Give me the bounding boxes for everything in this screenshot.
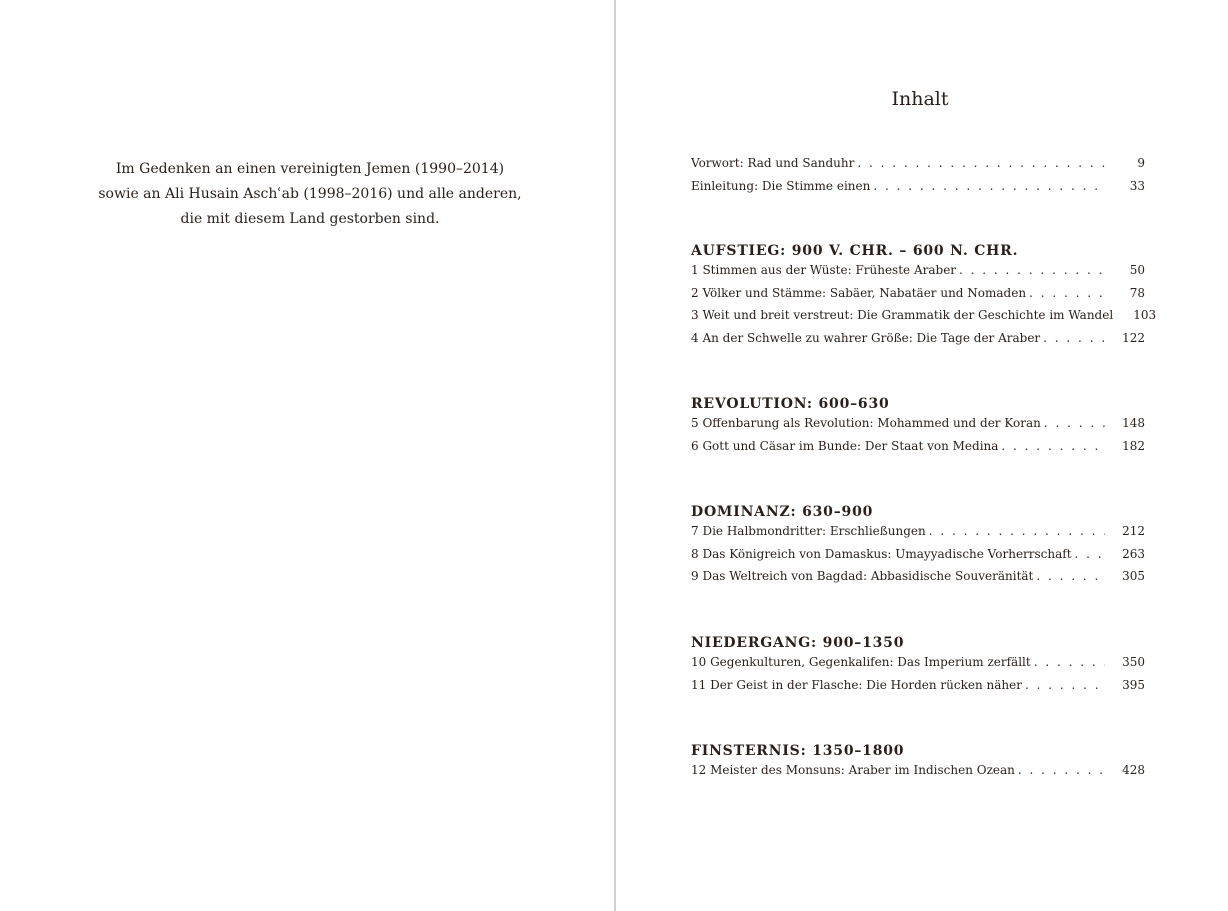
toc-entry[interactable]	[691, 156, 1145, 179]
dedication-line: Im Gedenken an einen vereinigten Jemen (1990–2014)	[115, 161, 505, 177]
toc-part	[691, 501, 1145, 592]
toc-entry[interactable]	[691, 179, 1145, 202]
toc-entry[interactable]	[691, 286, 1145, 309]
toc-entry[interactable]	[691, 308, 1157, 331]
leader-dots	[1075, 547, 1105, 561]
toc-entry-page: 428	[1122, 763, 1145, 777]
toc-entry-label: 3 Weit und breit verstreut: Die Grammatik der Geschichte im Wandel	[691, 308, 1114, 322]
leader-dots	[1036, 569, 1105, 583]
toc-entry-label: 12 Meister des Monsuns: Araber im Indischen Ozean	[691, 763, 1015, 777]
leader-dots	[1029, 286, 1105, 300]
toc-entry-page: 148	[1122, 416, 1145, 430]
toc-part	[691, 393, 1145, 461]
toc-entry-label: 9 Das Weltreich von Bagdad: Abbasidische Souveränität	[691, 569, 1034, 583]
leader-dots	[857, 156, 1105, 170]
toc-intro	[691, 156, 1145, 201]
toc-entry-page: 103	[1133, 308, 1157, 322]
toc-entry[interactable]	[691, 416, 1145, 439]
toc-entry-label: Einleitung: Die Stimme einen	[691, 178, 871, 193]
leader-dots	[1044, 416, 1105, 430]
toc-entry-label: Vorwort: Rad und Sanduhr	[691, 156, 855, 170]
toc-entry[interactable]	[691, 569, 1145, 592]
toc-entry-page: 395	[1122, 677, 1145, 692]
toc-entry[interactable]	[691, 524, 1145, 547]
right-page	[616, 0, 1228, 911]
toc-entry-page: 350	[1122, 655, 1145, 669]
toc-entry[interactable]	[691, 678, 1145, 701]
toc-entry[interactable]	[691, 263, 1145, 286]
toc-entry-label: 5 Offenbarung als Revolution: Mohammed und der Koran	[691, 416, 1041, 430]
leader-dots	[1025, 678, 1105, 692]
toc-entry-page: 182	[1122, 438, 1145, 453]
toc-entry-page: 212	[1122, 524, 1145, 538]
toc-entry[interactable]	[691, 439, 1145, 462]
leader-dots	[1034, 655, 1105, 669]
toc-title: Inhalt	[891, 88, 949, 110]
toc-entry[interactable]	[691, 763, 1145, 786]
toc-entry-label: 6 Gott und Cäsar im Bunde: Der Staat von Medina	[691, 438, 999, 453]
toc-entry-label: 2 Völker und Stämme: Sabäer, Nabatäer und Nomaden	[691, 285, 1027, 300]
toc-part-heading: REVOLUTION: 600–630	[691, 396, 890, 412]
toc-entry-label: 8 Das Königreich von Damaskus: Umayyadische Vorherrschaft	[691, 546, 1072, 561]
toc-entry-page: 33	[1129, 178, 1145, 193]
toc-entry-page: 122	[1122, 330, 1145, 345]
dedication-line: die mit diesem Land gestorben sind.	[180, 211, 440, 227]
toc-entry[interactable]	[691, 655, 1145, 678]
toc-entry-label: 7 Die Halbmondritter: Erschließungen	[691, 524, 926, 538]
dedication-line: sowie an Ali Husain Aschʿab (1998–2016) und alle anderen,	[98, 186, 522, 202]
toc-part-heading: AUFSTIEG: 900 V. CHR. – 600 N. CHR.	[691, 243, 1019, 259]
leader-dots	[959, 263, 1105, 277]
toc-entry-page: 50	[1129, 263, 1145, 277]
leader-dots	[929, 524, 1105, 538]
toc-part-heading: DOMINANZ: 630–900	[691, 504, 874, 520]
toc-entry-page: 263	[1122, 546, 1145, 561]
leader-dots	[873, 179, 1105, 193]
toc-entry[interactable]	[691, 331, 1145, 354]
leader-dots	[1043, 331, 1105, 345]
toc-entry-page: 305	[1122, 569, 1145, 583]
toc-part	[691, 740, 1145, 786]
dedication	[0, 157, 620, 232]
leader-dots	[1018, 763, 1105, 777]
toc-entry-label: 10 Gegenkulturen, Gegenkalifen: Das Imperium zerfällt	[691, 655, 1031, 669]
toc-part-heading: NIEDERGANG: 900–1350	[691, 635, 905, 651]
toc-entry-label: 11 Der Geist in der Flasche: Die Horden rücken näher	[691, 677, 1022, 692]
toc-part	[691, 240, 1157, 353]
toc-entry-page: 9	[1137, 156, 1145, 170]
toc-entry-label: 4 An der Schwelle zu wahrer Größe: Die Tage der Araber	[691, 330, 1041, 345]
toc-part-heading: FINSTERNIS: 1350–1800	[691, 743, 905, 759]
toc-entry-page: 78	[1129, 285, 1145, 300]
toc-entry[interactable]	[691, 547, 1145, 570]
toc-entry-label: 1 Stimmen aus der Wüste: Früheste Araber	[691, 263, 957, 277]
leader-dots	[1001, 439, 1105, 453]
toc-part	[691, 632, 1145, 700]
